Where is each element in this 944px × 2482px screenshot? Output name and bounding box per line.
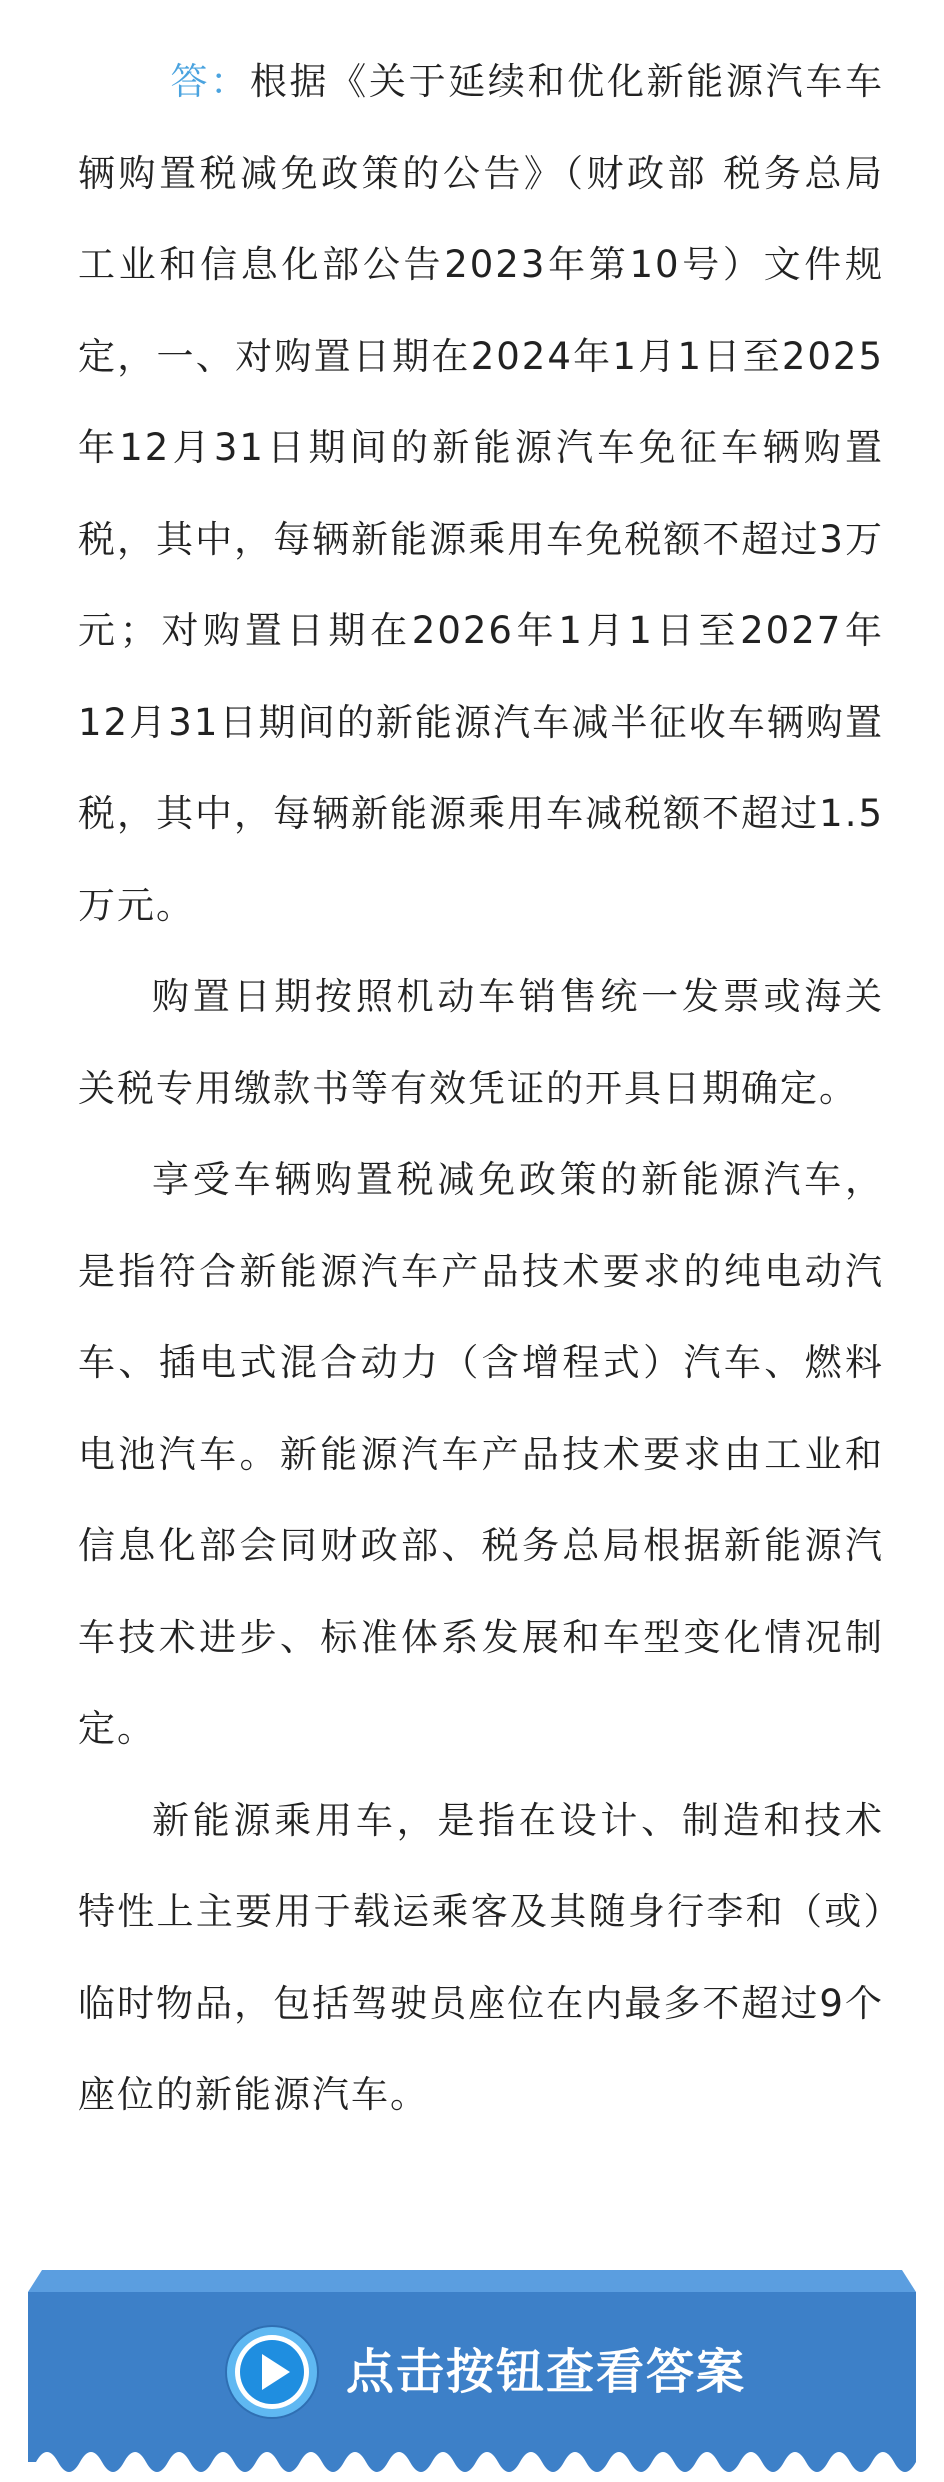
view-answer-label[interactable]: 点击按钮查看答案 [346,2344,747,2400]
vehicle-definition-paragraph: 享受车辆购置税减免政策的新能源汽车，是指符合新能源汽车产品技术要求的纯电动汽车、插电式混合动力（含增程式）汽车、燃料电池汽车。新能源汽车产品技术要求由工业和信息化部会同财政部、税务总局根据新能源汽车技术进步、标准体系发展和车型变化情况制定。 [78,1158,884,1750]
view-answer-banner[interactable] [28,2270,916,2482]
passenger-car-definition-paragraph: 新能源乘用车，是指在设计、制造和技术特性上主要用于载运乘客及其随身行李和（或）临时物品，包括驾驶员座位在内最多不超过9个座位的新能源汽车。 [78,1798,884,2116]
play-button[interactable] [224,2324,320,2420]
answer-label: 答： [170,60,250,103]
purchase-date-paragraph: 购置日期按照机动车销售统一发票或海关关税专用缴款书等有效凭证的开具日期确定。 [78,975,884,1110]
answer-text: 根据《关于延续和优化新能源汽车车辆购置税减免政策的公告》（财政部 税务总局 工业和信息化部公告2023年第10号）文件规定，一、对购置日期在2024年1月1日至2025年12月31日期间的新能源汽车免征车辆购置税，其中，每辆新能源乘用车免税额不超过3万元；对购置日期在2026年1月1日至2027年12月31日期间的新能源汽车减半征收车辆购置税，其中，每辆新能源乘用车减税额不超过1.5万元。 [78,60,923,927]
article-body [78,36,923,2141]
play-icon [224,2324,320,2420]
answer-paragraph [78,36,923,951]
